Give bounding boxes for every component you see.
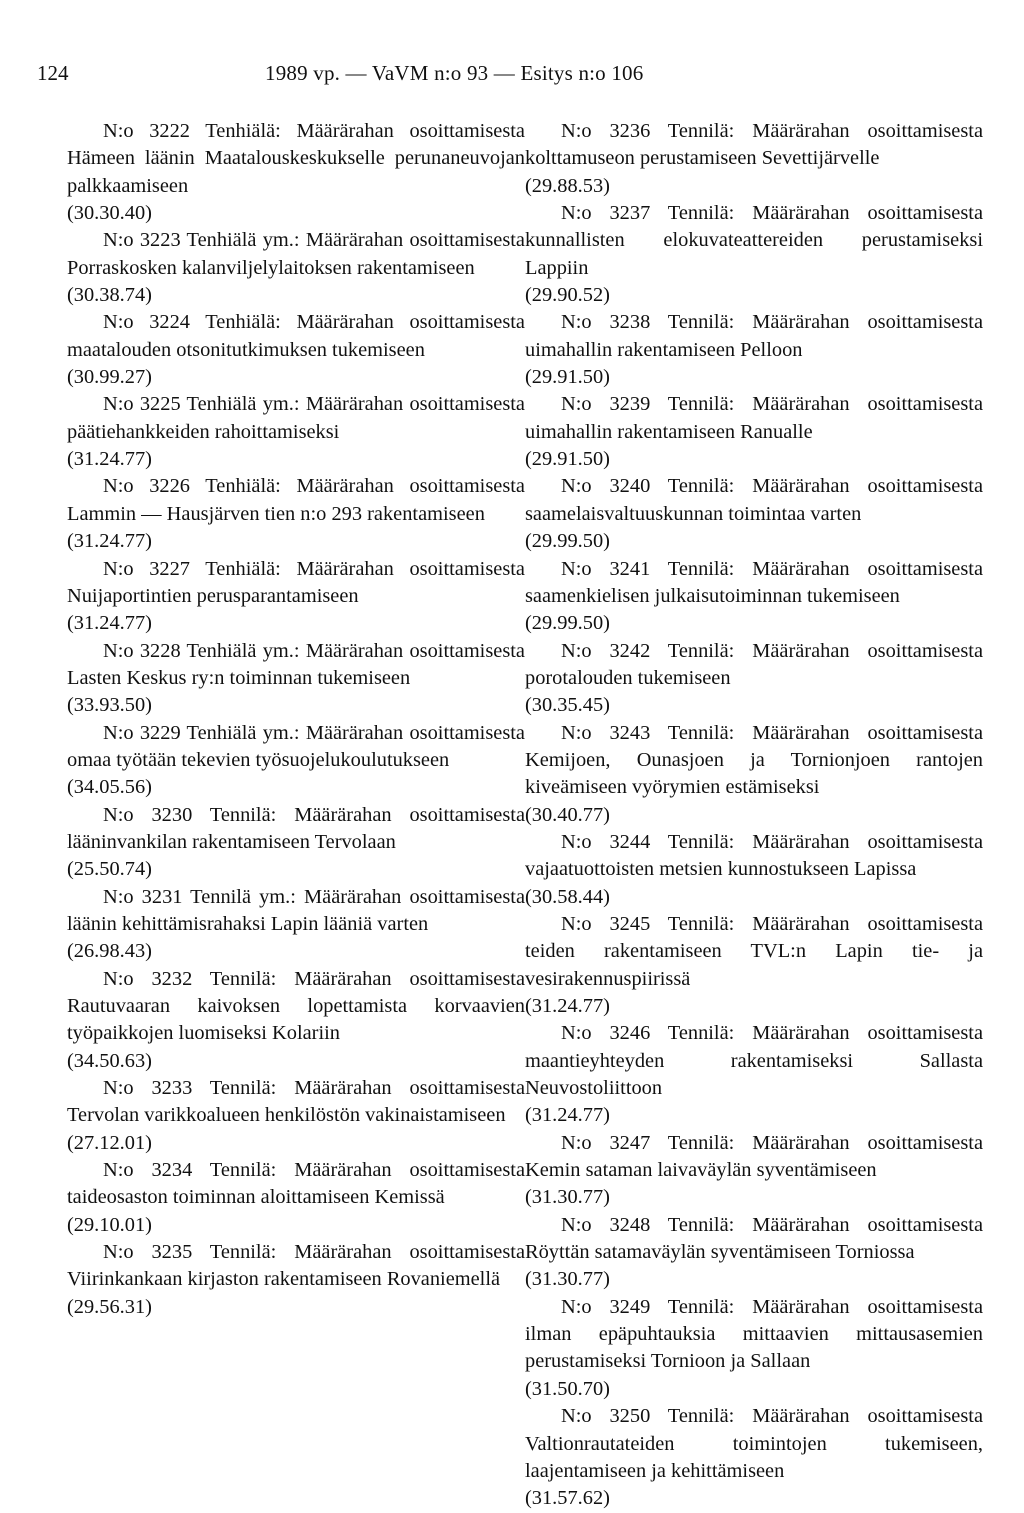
motion-description: N:o 3241 Tennilä: Määrärahan osoittamisesta saamenkielisen julkaisutoiminnan tukemiseen <box>525 557 983 607</box>
motion-description: N:o 3227 Tenhiälä: Määrärahan osoittamisesta Nuijaportintien perusparantamiseen <box>67 557 525 607</box>
motion-entry <box>525 1403 983 1512</box>
motion-description: N:o 3245 Tennilä: Määrärahan osoittamisesta teiden rakentamiseen TVL:n Lapin tie- ja vesirakennuspiirissä <box>525 912 983 990</box>
motion-entry <box>67 473 525 555</box>
motion-description: N:o 3240 Tennilä: Määrärahan osoittamisesta saamelaisvaltuuskunnan toimintaa varten <box>525 475 983 525</box>
budget-item-code: (33.93.50) <box>67 694 152 717</box>
motion-description: N:o 3224 Tenhiälä: Määrärahan osoittamisesta maatalouden otsonitutkimuksen tukemiseen <box>67 311 525 361</box>
motion-entry <box>67 227 525 309</box>
motion-entry <box>67 966 525 1075</box>
motion-entry <box>67 1239 525 1321</box>
motion-entry <box>525 638 983 720</box>
budget-item-code: (26.98.43) <box>67 940 152 963</box>
budget-item-code: (31.24.77) <box>67 612 152 635</box>
budget-item-code: (29.90.52) <box>525 284 610 307</box>
budget-item-code: (31.24.77) <box>525 1104 610 1127</box>
budget-item-code: (34.05.56) <box>67 776 152 799</box>
page-header <box>37 58 987 88</box>
budget-item-code: (31.24.77) <box>67 530 152 553</box>
motion-description: N:o 3247 Tennilä: Määrärahan osoittamisesta Kemin sataman laivaväylän syventämiseen <box>525 1131 983 1182</box>
budget-item-code: (30.99.27) <box>67 366 152 389</box>
budget-item-code: (29.99.50) <box>525 612 610 635</box>
motion-entry <box>525 391 983 473</box>
motion-description: N:o 3235 Tennilä: Määrärahan osoittamisesta Viirinkankaan kirjaston rakentamiseen Rovaniemellä <box>67 1241 525 1291</box>
motion-description: N:o 3239 Tennilä: Määrärahan osoittamisesta uimahallin rakentamiseen Ranualle <box>525 393 983 443</box>
budget-item-code: (30.40.77) <box>525 803 610 826</box>
motion-entry <box>67 556 525 638</box>
motion-entry <box>525 1020 983 1129</box>
page-number: 124 <box>37 61 69 85</box>
motion-description: N:o 3244 Tennilä: Määrärahan osoittamisesta vajaatuottoisten metsien kunnostukseen Lapissa <box>525 830 983 881</box>
budget-item-code: (27.12.01) <box>67 1131 152 1154</box>
motion-description: N:o 3246 Tennilä: Määrärahan osoittamisesta maantieyhteyden rakentamiseksi Sallasta Neuvostoliittoon <box>525 1022 983 1100</box>
budget-item-code: (31.24.77) <box>525 995 610 1017</box>
motion-entry <box>67 884 525 966</box>
motion-entry <box>67 1075 525 1157</box>
motion-description: N:o 3228 Tenhiälä ym.: Määrärahan osoittamisesta Lasten Keskus ry:n toiminnan tukemiseen <box>67 639 525 689</box>
motion-entry <box>67 638 525 720</box>
motion-description: N:o 3223 Tenhiälä ym.: Määrärahan osoittamisesta Porraskosken kalanviljelylaitoksen rakentamiseen <box>67 229 525 279</box>
motion-entry <box>525 1294 983 1403</box>
budget-item-code: (30.30.40) <box>67 202 152 225</box>
budget-item-code: (29.91.50) <box>525 366 610 389</box>
budget-item-code: (31.30.77) <box>525 1186 610 1209</box>
motion-description: N:o 3230 Tennilä: Määrärahan osoittamisesta lääninvankilan rakentamiseen Tervolaan <box>67 803 525 853</box>
motion-description: N:o 3249 Tennilä: Määrärahan osoittamisesta ilman epäpuhtauksia mittaavien mittausasemien perustamiseksi Tornioon ja Sallaan <box>525 1295 983 1373</box>
budget-item-code: (31.30.77) <box>525 1268 610 1291</box>
budget-item-code: (30.35.45) <box>525 694 610 717</box>
budget-item-code: (30.58.44) <box>525 885 610 908</box>
budget-item-code: (29.91.50) <box>525 448 610 471</box>
left-column <box>67 118 525 1321</box>
motion-entry <box>67 309 525 391</box>
motion-description: N:o 3229 Tenhiälä ym.: Määrärahan osoittamisesta omaa työtään tekevien työsuojelukoulutukseen <box>67 721 525 771</box>
budget-item-code: (29.99.50) <box>525 530 610 553</box>
motion-entry <box>525 829 983 911</box>
budget-item-code: (30.38.74) <box>67 284 152 307</box>
motion-entry <box>67 118 525 227</box>
motion-entry <box>525 911 983 1020</box>
motion-description: N:o 3234 Tennilä: Määrärahan osoittamisesta taideosaston toiminnan aloittamiseen Kemissä <box>67 1159 525 1209</box>
running-title: 1989 vp. — VaVM n:o 93 — Esitys n:o 106 <box>265 61 644 85</box>
right-column <box>525 118 983 1513</box>
motion-description: N:o 3225 Tenhiälä ym.: Määrärahan osoittamisesta päätiehankkeiden rahoittamiseksi <box>67 393 525 443</box>
motion-description: N:o 3248 Tennilä: Määrärahan osoittamisesta Röyttän satamaväylän syventämiseen Torniossa <box>525 1213 983 1264</box>
budget-item-code: (31.50.70) <box>525 1377 610 1400</box>
motion-entry <box>525 118 983 200</box>
motion-description: N:o 3236 Tennilä: Määrärahan osoittamisesta kolttamuseon perustamiseen Sevettijärvelle <box>525 120 983 170</box>
motion-entry <box>525 1212 983 1294</box>
motion-description: N:o 3237 Tennilä: Määrärahan osoittamisesta kunnallisten elokuvateattereiden perustamiseksi Lappiin <box>525 202 983 279</box>
motion-entry <box>67 802 525 884</box>
budget-item-code: (31.24.77) <box>67 448 152 471</box>
motion-entry <box>525 720 983 829</box>
motion-entry <box>67 720 525 802</box>
motion-description: N:o 3231 Tennilä ym.: Määrärahan osoittamisesta läänin kehittämisrahaksi Lapin lääniä varten <box>67 885 525 935</box>
budget-item-code: (29.10.01) <box>67 1213 152 1236</box>
motion-description: N:o 3226 Tenhiälä: Määrärahan osoittamisesta Lammin — Hausjärven tien n:o 293 rakentamiseen <box>67 475 525 525</box>
budget-item-code: (25.50.74) <box>67 858 152 881</box>
motion-entry <box>67 391 525 473</box>
budget-item-code: (31.57.62) <box>525 1487 610 1510</box>
motion-description: N:o 3238 Tennilä: Määrärahan osoittamisesta uimahallin rakentamiseen Pelloon <box>525 311 983 361</box>
motion-entry <box>525 1130 983 1212</box>
motion-description: N:o 3243 Tennilä: Määrärahan osoittamisesta Kemijoen, Ounasjoen ja Tornionjoen rantojen kiveämiseen vyörymien estämiseksi <box>525 721 983 799</box>
budget-item-code: (29.56.31) <box>67 1295 152 1318</box>
motion-entry <box>525 473 983 555</box>
budget-item-code: (34.50.63) <box>67 1049 152 1072</box>
motion-entry <box>525 309 983 391</box>
motion-description: N:o 3232 Tennilä: Määrärahan osoittamisesta Rautuvaaran kaivoksen lopettamista korvaavien työpaikkojen luomiseksi Kolariin <box>67 967 525 1045</box>
motion-description: N:o 3242 Tennilä: Määrärahan osoittamisesta porotalouden tukemiseen <box>525 639 983 689</box>
budget-item-code: (29.88.53) <box>525 174 610 197</box>
motion-entry <box>525 556 983 638</box>
motion-description: N:o 3250 Tennilä: Määrärahan osoittamisesta Valtionrautateiden toimintojen tukemiseen, laajentamiseen ja kehittämiseen <box>525 1405 983 1482</box>
motion-description: N:o 3222 Tenhiälä: Määrärahan osoittamisesta Hämeen läänin Maatalouskeskukselle perunaneuvojan palkkaamiseen <box>67 120 525 197</box>
motion-description: N:o 3233 Tennilä: Määrärahan osoittamisesta Tervolan varikkoalueen henkilöstön vakinaistamiseen <box>67 1077 525 1127</box>
motion-entry <box>525 200 983 309</box>
motion-entry <box>67 1157 525 1239</box>
